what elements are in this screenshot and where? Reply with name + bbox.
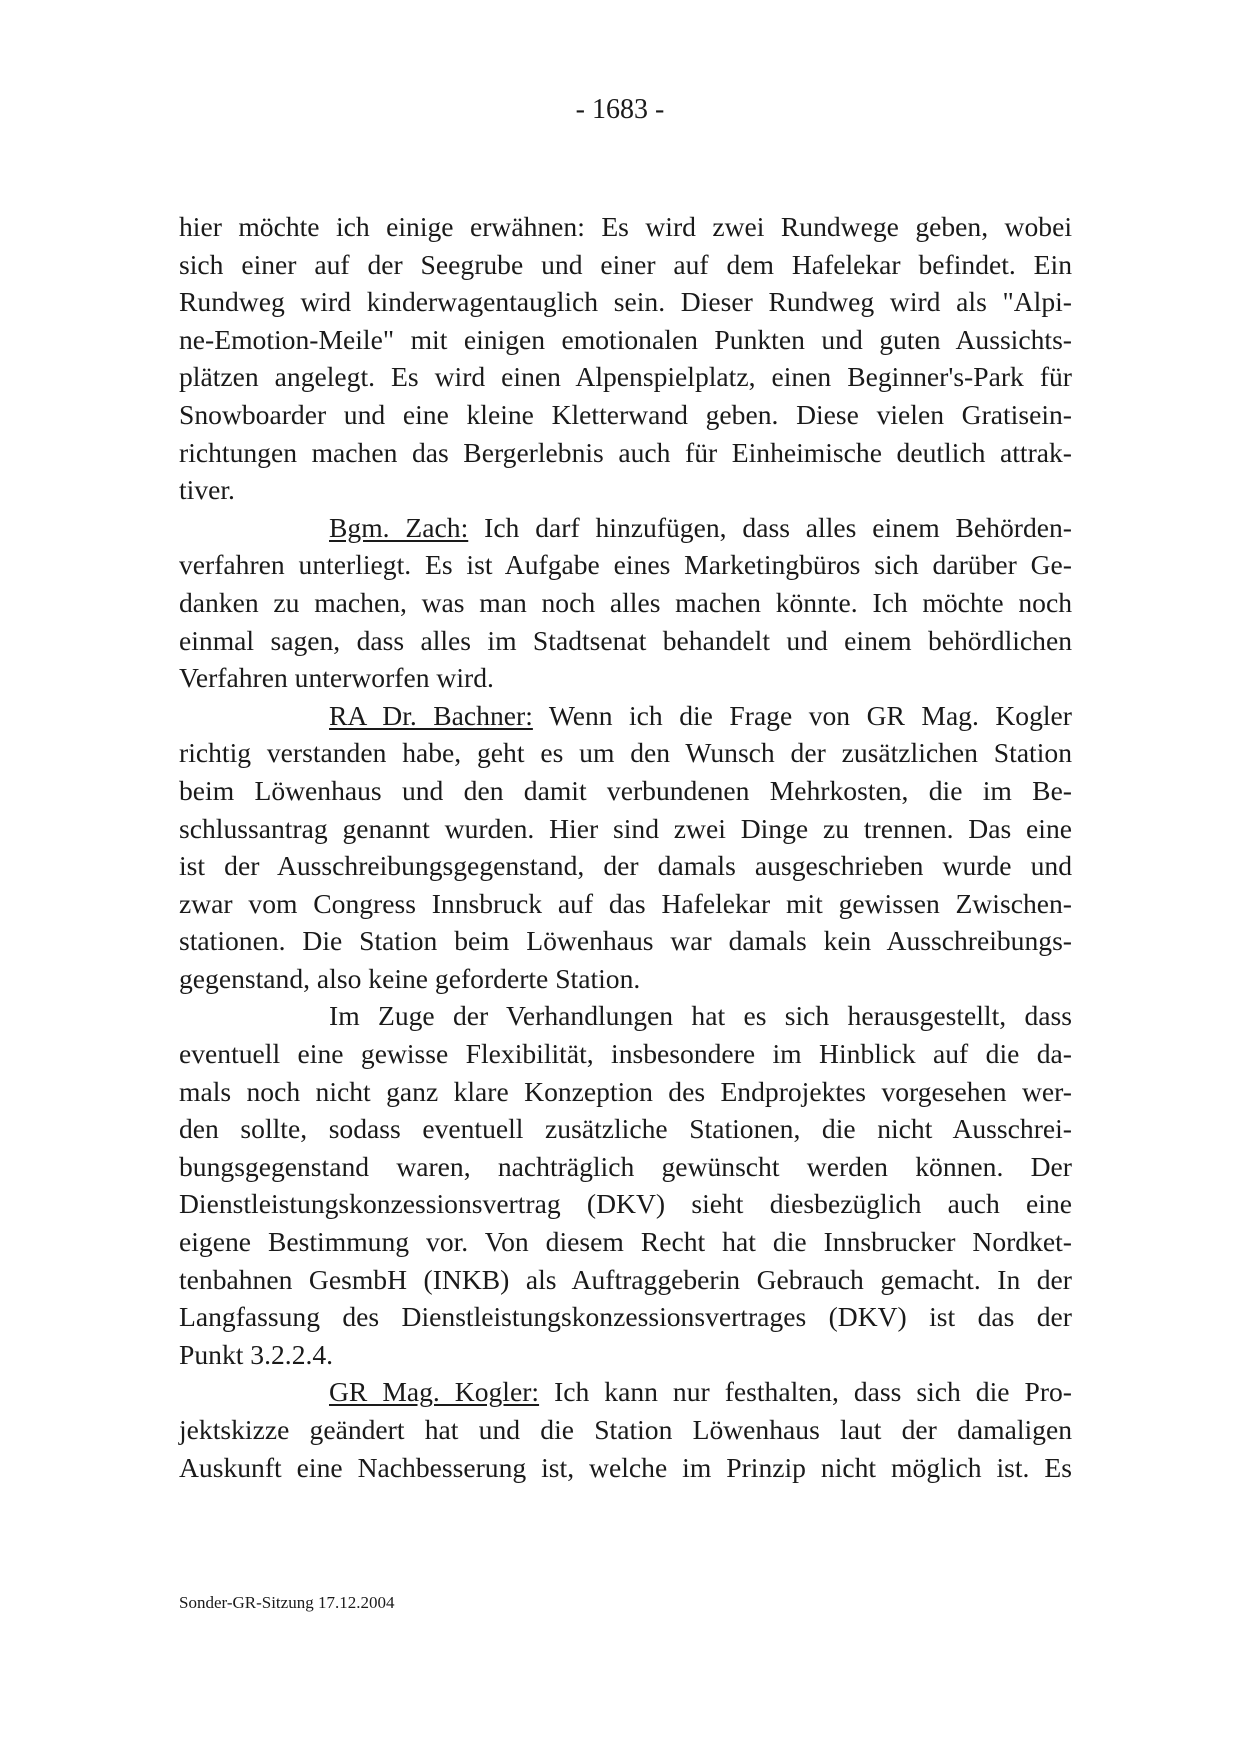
speaker-name: GR Mag. Kogler:: [329, 1376, 540, 1408]
text-line: [179, 1185, 1072, 1223]
text-line: [179, 772, 1072, 810]
text-line: [179, 546, 1072, 584]
text-line: [179, 584, 1072, 622]
line-text: Verfahren unterworfen wird.: [179, 662, 494, 694]
line-text: mals noch nicht ganz klare Konzeption des Endprojektes vorgesehen wer-: [179, 1075, 1072, 1107]
line-text: plätzen angelegt. Es wird einen Alpenspielplatz, einen Beginner's-Park für: [179, 361, 1072, 393]
text-line: [179, 246, 1072, 284]
line-text: Ich kann nur festhalten, dass sich die Pro-: [554, 1376, 1072, 1408]
text-line: [179, 885, 1072, 923]
line-text: Punkt 3.2.2.4.: [179, 1338, 334, 1370]
text-line: [179, 1148, 1072, 1186]
text-line: [179, 283, 1072, 321]
page-number: - 1683 -: [575, 94, 665, 125]
line-text: richtig verstanden habe, geht es um den Wunsch der zusätzlichen Station: [179, 737, 1072, 769]
line-text: hier möchte ich einige erwähnen: Es wird zwei Rundwege geben, wobei: [179, 211, 1072, 242]
line-text: sich einer auf der Seegrube und einer auf dem Hafelekar befindet. Ein: [179, 248, 1072, 280]
line-text: Auskunft eine Nachbesserung ist, welche im Prinzip nicht möglich ist. Es: [179, 1451, 1072, 1483]
text-line: [179, 208, 1072, 246]
text-line: [179, 847, 1072, 885]
text-line: [179, 358, 1072, 396]
line-text: ne-Emotion-Meile" mit einigen emotionalen Punkten und guten Aussichts-: [179, 323, 1072, 355]
text-line: [179, 1373, 1072, 1411]
text-line: [179, 659, 1072, 697]
text-line: [179, 1336, 1072, 1374]
text-line: [179, 697, 1072, 735]
line-text: jektskizze geändert hat und die Station Löwenhaus laut der damaligen: [179, 1414, 1072, 1445]
text-line: [179, 509, 1072, 547]
paragraph: [179, 697, 1072, 998]
text-line: [179, 1035, 1072, 1073]
text-line: [179, 471, 1072, 509]
text-line: [179, 434, 1072, 472]
line-text: tenbahnen GesmbH (INKB) als Auftraggeberin Gebrauch gemacht. In der: [179, 1263, 1072, 1295]
text-line: [179, 622, 1072, 660]
line-text: eigene Bestimmung vor. Von diesem Recht hat die Innsbrucker Nordket-: [179, 1226, 1072, 1258]
text-line: [179, 997, 1072, 1035]
text-line: [179, 810, 1072, 848]
line-text: den sollte, sodass eventuell zusätzliche Stationen, die nicht Ausschrei-: [179, 1113, 1072, 1145]
line-text: ist der Ausschreibungsgegenstand, der damals ausgeschrieben wurde und: [179, 850, 1072, 882]
line-text: Im Zuge der Verhandlungen hat es sich herausgestellt, dass: [329, 1000, 1072, 1032]
line-text: gegenstand, also keine geforderte Station.: [179, 962, 641, 994]
line-text: Snowboarder und eine kleine Kletterwand geben. Diese vielen Gratisein-: [179, 398, 1072, 430]
text-line: [179, 1073, 1072, 1111]
line-text: Langfassung des Dienstleistungskonzessionsvertrages (DKV) ist das der: [179, 1301, 1072, 1333]
text-line: [179, 321, 1072, 359]
line-text: zwar vom Congress Innsbruck auf das Hafelekar mit gewissen Zwischen-: [179, 887, 1072, 919]
text-line: [179, 1110, 1072, 1148]
text-line: [179, 922, 1072, 960]
text-line: [179, 396, 1072, 434]
line-text: danken zu machen, was man noch alles machen könnte. Ich möchte noch: [179, 586, 1072, 618]
line-text: stationen. Die Station beim Löwenhaus war damals kein Ausschreibungs-: [179, 925, 1072, 957]
line-text: bungsgegenstand waren, nachträglich gewünscht werden können. Der: [179, 1150, 1072, 1182]
line-text: Ich darf hinzufügen, dass alles einem Behörden-: [484, 511, 1072, 543]
line-text: Wenn ich die Frage von GR Mag. Kogler: [548, 699, 1072, 731]
line-text: Rundweg wird kinderwagentauglich sein. Dieser Rundweg wird als "Alpi-: [179, 286, 1072, 318]
paragraph: [179, 1373, 1072, 1486]
line-text: verfahren unterliegt. Es ist Aufgabe eines Marketingbüros sich darüber Ge-: [179, 549, 1072, 581]
text-line: [179, 1261, 1072, 1299]
text-line: [179, 1223, 1072, 1261]
text-line: [179, 1298, 1072, 1336]
text-line: [179, 960, 1072, 998]
paragraph: [179, 208, 1072, 509]
speaker-name: RA Dr. Bachner:: [329, 699, 533, 731]
text-line: [179, 1411, 1072, 1449]
line-text: schlussantrag genannt wurden. Hier sind zwei Dinge zu trennen. Das eine: [179, 812, 1072, 844]
speaker-name: Bgm. Zach:: [329, 511, 469, 543]
text-line: [179, 1449, 1072, 1487]
line-text: Dienstleistungskonzessionsvertrag (DKV) sieht diesbezüglich auch eine: [179, 1188, 1072, 1220]
footer: Sonder-GR-Sitzung 17.12.2004: [179, 1593, 395, 1612]
line-text: eventuell eine gewisse Flexibilität, insbesondere im Hinblick auf die da-: [179, 1038, 1072, 1070]
paragraph: [179, 997, 1072, 1373]
paragraph: [179, 509, 1072, 697]
line-text: tiver.: [179, 474, 235, 506]
text-line: [179, 734, 1072, 772]
line-text: beim Löwenhaus und den damit verbundenen Mehrkosten, die im Be-: [179, 774, 1072, 806]
body-text: [179, 208, 1072, 1486]
line-text: einmal sagen, dass alles im Stadtsenat behandelt und einem behördlichen: [179, 624, 1072, 656]
line-text: richtungen machen das Bergerlebnis auch für Einheimische deutlich attrak-: [179, 436, 1072, 468]
